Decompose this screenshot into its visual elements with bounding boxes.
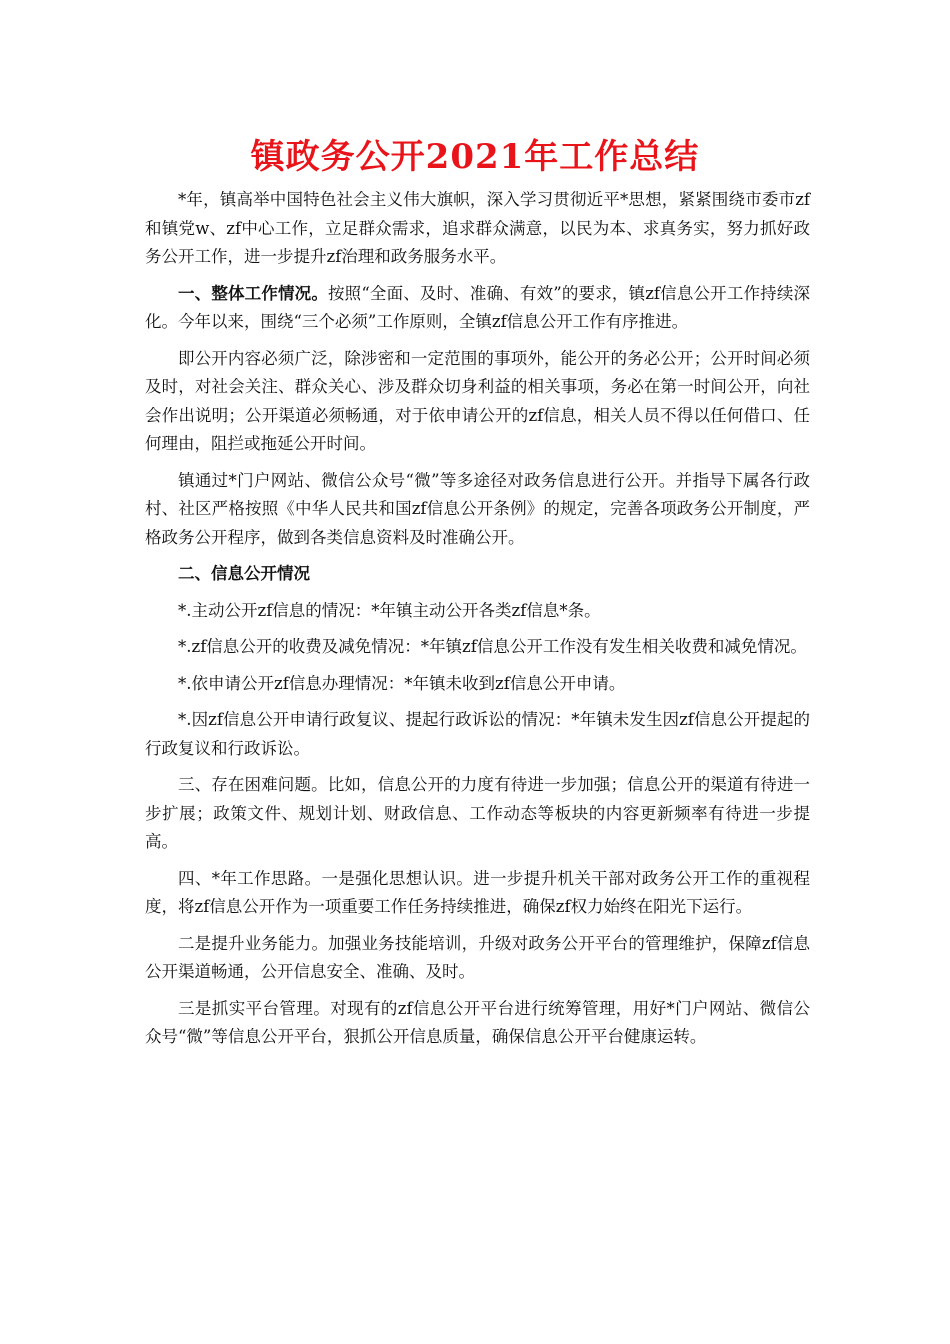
- paragraph: [145, 706, 810, 763]
- paragraph: [145, 186, 810, 272]
- paragraph: [145, 597, 810, 626]
- paragraph-text: *年，镇高举中国特色社会主义伟大旗帜，深入学习贯彻近平*思想，紧紧围绕市委市zf和镇党w、zf中心工作，立足群众需求，追求群众满意，以民为本、求真务实，努力抓好政务公开工作，进一步提升zf治理和政务服务水平。: [145, 190, 810, 266]
- paragraph: [145, 467, 810, 553]
- paragraph-heading: 一、整体工作情况。: [178, 283, 328, 303]
- paragraph: [145, 280, 810, 337]
- paragraph-text: 四、*年工作思路。一是强化思想认识。进一步提升机关干部对政务公开工作的重视程度，将zf信息公开作为一项重要工作任务持续推进，确保zf权力始终在阳光下运行。: [145, 868, 810, 916]
- paragraph: [145, 670, 810, 699]
- paragraph-text: 三、存在困难问题。比如，信息公开的力度有待进一步加强；信息公开的渠道有待进一步扩展；政策文件、规划计划、财政信息、工作动态等板块的内容更新频率有待进一步提高。: [145, 775, 810, 851]
- paragraph-text: 二是提升业务能力。加强业务技能培训，升级对政务公开平台的管理维护，保障zf信息公开渠道畅通，公开信息安全、准确、及时。: [145, 933, 810, 981]
- paragraph-heading: 二、信息公开情况: [178, 564, 310, 583]
- paragraph-text: *.zf信息公开的收费及减免情况：*年镇zf信息公开工作没有发生相关收费和减免情况。: [178, 637, 807, 656]
- paragraph: [145, 771, 810, 857]
- paragraph-text: 按照“全面、及时、准确、有效”的要求，镇zf信息公开工作持续深化。今年以来，围绕“三个必须”工作原则，全镇zf信息公开工作有序推进。: [145, 283, 811, 331]
- paragraph: [145, 633, 810, 662]
- paragraph: [145, 930, 810, 987]
- section-heading: [145, 560, 810, 589]
- paragraph-text: *.因zf信息公开申请行政复议、提起行政诉讼的情况：*年镇未发生因zf信息公开提起的行政复议和行政诉讼。: [145, 710, 810, 758]
- paragraph-text: 镇通过*门户网站、微信公众号“微”等多途径对政务信息进行公开。并指导下属各行政村、社区严格按照《中华人民共和国zf信息公开条例》的规定，完善各项政务公开制度，严格政务公开程序，做到各类信息资料及时准确公开。: [145, 470, 810, 547]
- paragraph-text: 三是抓实平台管理。对现有的zf信息公开平台进行统筹管理，用好*门户网站、微信公众号“微”等信息公开平台，狠抓公开信息质量，确保信息公开平台健康运转。: [145, 998, 810, 1046]
- document-title: 镇政务公开2021年工作总结: [250, 137, 700, 177]
- document-body: [145, 186, 810, 1060]
- paragraph-text: *.主动公开zf信息的情况：*年镇主动公开各类zf信息*条。: [178, 600, 601, 620]
- paragraph-text: 即公开内容必须广泛，除涉密和一定范围的事项外，能公开的务必公开；公开时间必须及时，对社会关注、群众关心、涉及群众切身利益的相关事项，务必在第一时间公开，向社会作出说明；公开渠道必须畅通，对于依申请公开的zf信息，相关人员不得以任何借口、任何理由，阻拦或拖延公开时间。: [145, 348, 810, 453]
- paragraph: [145, 995, 810, 1052]
- paragraph-text: *.依申请公开zf信息办理情况：*年镇未收到zf信息公开申请。: [178, 673, 626, 693]
- paragraph: [145, 865, 810, 922]
- paragraph: [145, 345, 810, 459]
